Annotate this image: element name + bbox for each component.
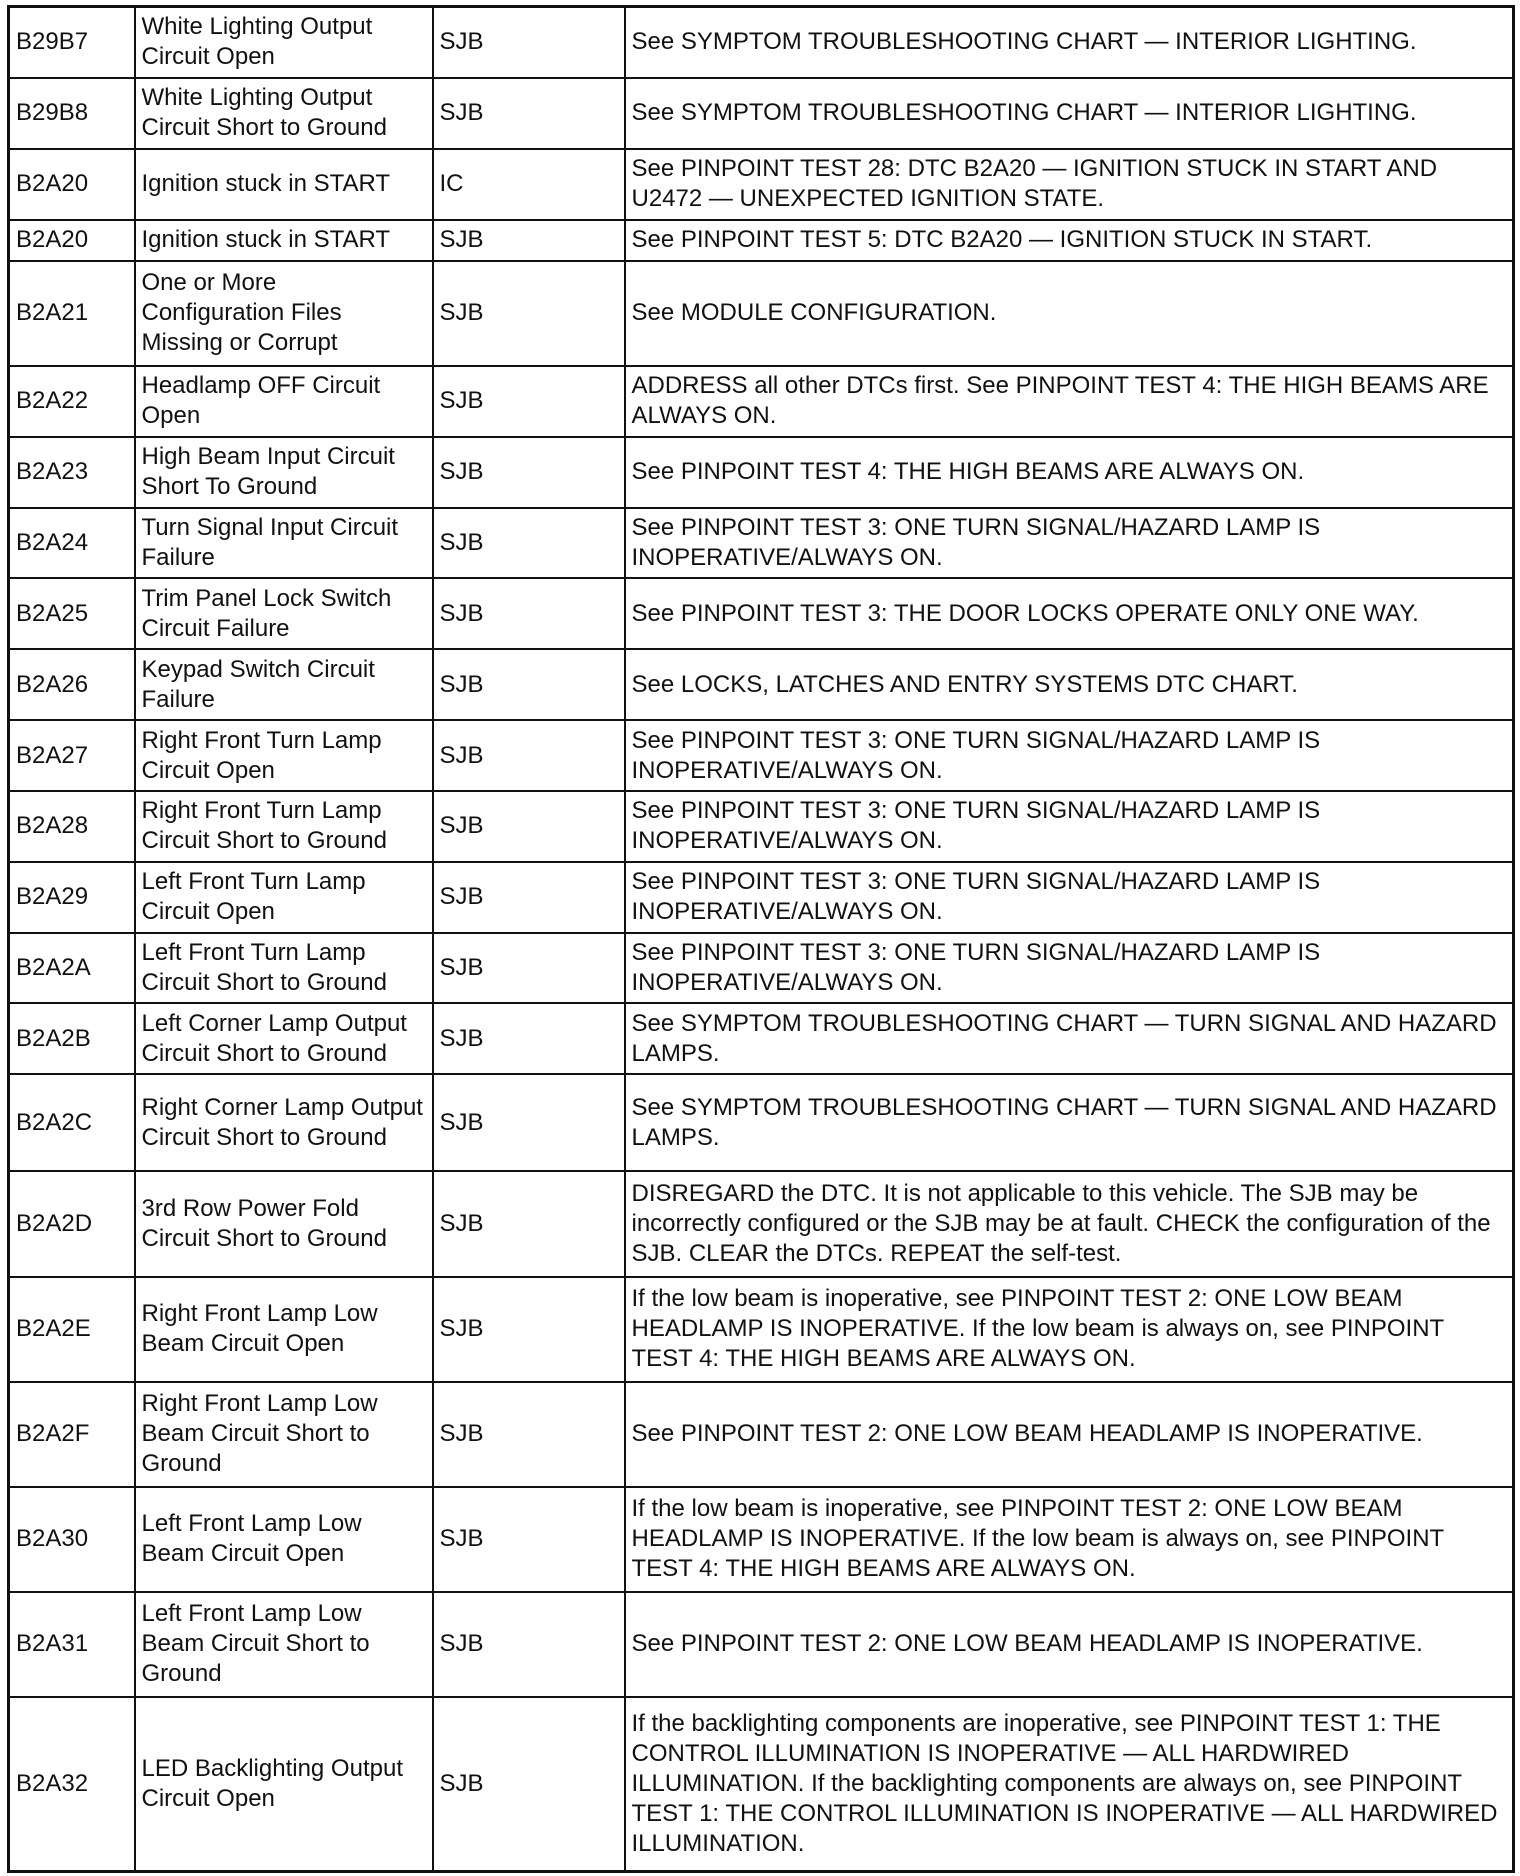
dtc-table <box>7 5 1515 1873</box>
dtc-module-cell: SJB <box>433 1171 625 1276</box>
dtc-description-cell: White Lighting Output Circuit Open <box>135 7 433 78</box>
dtc-description-cell: LED Backlighting Output Circuit Open <box>135 1697 433 1871</box>
dtc-code-cell: B2A30 <box>9 1487 135 1592</box>
table-row <box>9 791 1514 862</box>
dtc-code-cell: B2A26 <box>9 649 135 720</box>
table-row <box>9 1277 1514 1382</box>
dtc-description-cell: Ignition stuck in START <box>135 220 433 261</box>
dtc-code-cell: B2A32 <box>9 1697 135 1871</box>
dtc-description-cell: Left Corner Lamp Output Circuit Short to Ground <box>135 1003 433 1074</box>
table-row <box>9 933 1514 1004</box>
dtc-module-cell: SJB <box>433 933 625 1004</box>
dtc-description-cell: Headlamp OFF Circuit Open <box>135 366 433 437</box>
table-row <box>9 508 1514 579</box>
dtc-module-cell: SJB <box>433 78 625 149</box>
dtc-action-cell: See PINPOINT TEST 3: ONE TURN SIGNAL/HAZARD LAMP IS INOPERATIVE/ALWAYS ON. <box>625 933 1514 1004</box>
dtc-action-cell: See SYMPTOM TROUBLESHOOTING CHART — TURN SIGNAL AND HAZARD LAMPS. <box>625 1074 1514 1171</box>
dtc-code-cell: B2A23 <box>9 437 135 508</box>
dtc-module-cell: SJB <box>433 1697 625 1871</box>
dtc-code-cell: B2A2F <box>9 1382 135 1487</box>
dtc-action-cell: ADDRESS all other DTCs first. See PINPOINT TEST 4: THE HIGH BEAMS ARE ALWAYS ON. <box>625 366 1514 437</box>
dtc-module-cell: SJB <box>433 437 625 508</box>
dtc-description-cell: Left Front Turn Lamp Circuit Short to Ground <box>135 933 433 1004</box>
dtc-description-cell: Ignition stuck in START <box>135 149 433 220</box>
dtc-code-cell: B2A20 <box>9 149 135 220</box>
dtc-action-cell: See PINPOINT TEST 28: DTC B2A20 — IGNITION STUCK IN START AND U2472 — UNEXPECTED IGNITION STATE. <box>625 149 1514 220</box>
dtc-code-cell: B29B8 <box>9 78 135 149</box>
table-row <box>9 366 1514 437</box>
table-row <box>9 1697 1514 1871</box>
dtc-action-cell: See PINPOINT TEST 3: ONE TURN SIGNAL/HAZARD LAMP IS INOPERATIVE/ALWAYS ON. <box>625 720 1514 791</box>
dtc-action-cell: See SYMPTOM TROUBLESHOOTING CHART — TURN SIGNAL AND HAZARD LAMPS. <box>625 1003 1514 1074</box>
dtc-action-cell: See PINPOINT TEST 3: THE DOOR LOCKS OPERATE ONLY ONE WAY. <box>625 578 1514 649</box>
dtc-description-cell: Right Corner Lamp Output Circuit Short to Ground <box>135 1074 433 1171</box>
dtc-module-cell: SJB <box>433 261 625 366</box>
dtc-code-cell: B2A20 <box>9 220 135 261</box>
dtc-module-cell: SJB <box>433 1003 625 1074</box>
dtc-action-cell: See PINPOINT TEST 2: ONE LOW BEAM HEADLAMP IS INOPERATIVE. <box>625 1382 1514 1487</box>
dtc-code-cell: B2A21 <box>9 261 135 366</box>
table-row <box>9 1171 1514 1276</box>
dtc-description-cell: One or More Configuration Files Missing or Corrupt <box>135 261 433 366</box>
dtc-module-cell: SJB <box>433 366 625 437</box>
dtc-description-cell: Left Front Lamp Low Beam Circuit Short to Ground <box>135 1592 433 1697</box>
dtc-description-cell: Right Front Lamp Low Beam Circuit Open <box>135 1277 433 1382</box>
dtc-module-cell: SJB <box>433 7 625 78</box>
dtc-module-cell: SJB <box>433 578 625 649</box>
dtc-module-cell: SJB <box>433 220 625 261</box>
dtc-code-cell: B2A28 <box>9 791 135 862</box>
dtc-module-cell: SJB <box>433 508 625 579</box>
dtc-description-cell: Turn Signal Input Circuit Failure <box>135 508 433 579</box>
dtc-action-cell: See SYMPTOM TROUBLESHOOTING CHART — INTERIOR LIGHTING. <box>625 7 1514 78</box>
table-row <box>9 578 1514 649</box>
dtc-code-cell: B2A22 <box>9 366 135 437</box>
dtc-action-cell: See PINPOINT TEST 2: ONE LOW BEAM HEADLAMP IS INOPERATIVE. <box>625 1592 1514 1697</box>
dtc-code-cell: B2A2A <box>9 933 135 1004</box>
dtc-module-cell: IC <box>433 149 625 220</box>
dtc-action-cell: If the low beam is inoperative, see PINPOINT TEST 2: ONE LOW BEAM HEADLAMP IS INOPERATIVE. If the low beam is always on, see PINPOINT TEST 4: THE HIGH BEAMS ARE ALWAYS ON. <box>625 1487 1514 1592</box>
dtc-module-cell: SJB <box>433 862 625 933</box>
dtc-module-cell: SJB <box>433 1277 625 1382</box>
dtc-action-cell: See PINPOINT TEST 4: THE HIGH BEAMS ARE ALWAYS ON. <box>625 437 1514 508</box>
table-row <box>9 1003 1514 1074</box>
dtc-description-cell: Right Front Turn Lamp Circuit Open <box>135 720 433 791</box>
dtc-description-cell: Right Front Lamp Low Beam Circuit Short to Ground <box>135 1382 433 1487</box>
dtc-table-body <box>9 7 1514 1872</box>
dtc-action-cell: If the low beam is inoperative, see PINPOINT TEST 2: ONE LOW BEAM HEADLAMP IS INOPERATIVE. If the low beam is always on, see PINPOINT TEST 4: THE HIGH BEAMS ARE ALWAYS ON. <box>625 1277 1514 1382</box>
dtc-code-cell: B2A2B <box>9 1003 135 1074</box>
dtc-module-cell: SJB <box>433 791 625 862</box>
dtc-action-cell: See PINPOINT TEST 3: ONE TURN SIGNAL/HAZARD LAMP IS INOPERATIVE/ALWAYS ON. <box>625 791 1514 862</box>
dtc-action-cell: If the backlighting components are inoperative, see PINPOINT TEST 1: THE CONTROL ILLUMINATION IS INOPERATIVE — ALL HARDWIRED ILLUMINATION. If the backlighting components are always on, see PINPOINT TEST 1: THE CONTROL ILLUMINATION IS INOPERATIVE — ALL HARDWIRED ILLUMINATION. <box>625 1697 1514 1871</box>
dtc-code-cell: B2A25 <box>9 578 135 649</box>
dtc-action-cell: See PINPOINT TEST 5: DTC B2A20 — IGNITION STUCK IN START. <box>625 220 1514 261</box>
dtc-module-cell: SJB <box>433 1074 625 1171</box>
dtc-code-cell: B2A24 <box>9 508 135 579</box>
dtc-action-cell: See LOCKS, LATCHES AND ENTRY SYSTEMS DTC CHART. <box>625 649 1514 720</box>
dtc-code-cell: B2A2D <box>9 1171 135 1276</box>
dtc-action-cell: See SYMPTOM TROUBLESHOOTING CHART — INTERIOR LIGHTING. <box>625 78 1514 149</box>
table-row <box>9 149 1514 220</box>
dtc-code-cell: B2A2E <box>9 1277 135 1382</box>
table-row <box>9 1074 1514 1171</box>
table-row <box>9 220 1514 261</box>
dtc-module-cell: SJB <box>433 1487 625 1592</box>
table-row <box>9 78 1514 149</box>
dtc-code-cell: B2A29 <box>9 862 135 933</box>
dtc-module-cell: SJB <box>433 1592 625 1697</box>
table-row <box>9 649 1514 720</box>
dtc-module-cell: SJB <box>433 649 625 720</box>
dtc-code-cell: B2A31 <box>9 1592 135 1697</box>
dtc-description-cell: Trim Panel Lock Switch Circuit Failure <box>135 578 433 649</box>
table-row <box>9 720 1514 791</box>
dtc-chart-page <box>7 5 1512 1873</box>
dtc-action-cell: See PINPOINT TEST 3: ONE TURN SIGNAL/HAZARD LAMP IS INOPERATIVE/ALWAYS ON. <box>625 508 1514 579</box>
dtc-description-cell: Keypad Switch Circuit Failure <box>135 649 433 720</box>
dtc-description-cell: High Beam Input Circuit Short To Ground <box>135 437 433 508</box>
table-row <box>9 862 1514 933</box>
dtc-code-cell: B2A2C <box>9 1074 135 1171</box>
dtc-description-cell: White Lighting Output Circuit Short to Ground <box>135 78 433 149</box>
table-row <box>9 7 1514 78</box>
dtc-action-cell: See PINPOINT TEST 3: ONE TURN SIGNAL/HAZARD LAMP IS INOPERATIVE/ALWAYS ON. <box>625 862 1514 933</box>
dtc-description-cell: Left Front Turn Lamp Circuit Open <box>135 862 433 933</box>
dtc-description-cell: Right Front Turn Lamp Circuit Short to Ground <box>135 791 433 862</box>
dtc-description-cell: Left Front Lamp Low Beam Circuit Open <box>135 1487 433 1592</box>
table-row <box>9 1487 1514 1592</box>
table-row <box>9 437 1514 508</box>
dtc-code-cell: B29B7 <box>9 7 135 78</box>
table-row <box>9 1382 1514 1487</box>
dtc-action-cell: See MODULE CONFIGURATION. <box>625 261 1514 366</box>
dtc-code-cell: B2A27 <box>9 720 135 791</box>
table-row <box>9 1592 1514 1697</box>
dtc-module-cell: SJB <box>433 1382 625 1487</box>
dtc-description-cell: 3rd Row Power Fold Circuit Short to Ground <box>135 1171 433 1276</box>
dtc-module-cell: SJB <box>433 720 625 791</box>
table-row <box>9 261 1514 366</box>
dtc-action-cell: DISREGARD the DTC. It is not applicable to this vehicle. The SJB may be incorrectly configured or the SJB may be at fault. CHECK the configuration of the SJB. CLEAR the DTCs. REPEAT the self-test. <box>625 1171 1514 1276</box>
